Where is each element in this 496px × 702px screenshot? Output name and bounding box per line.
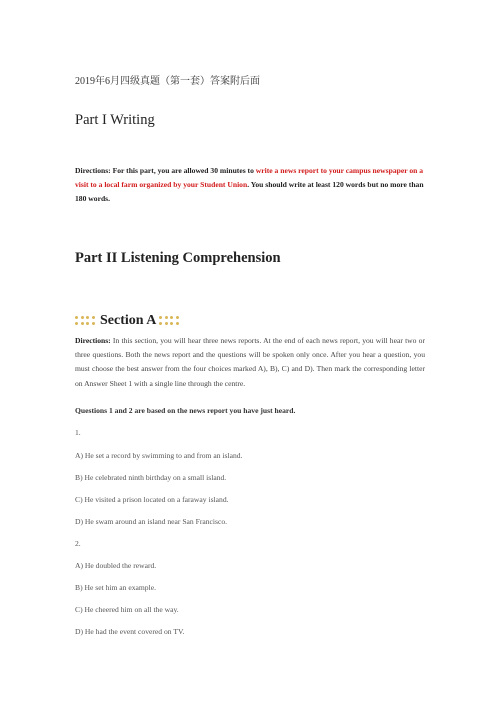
decorative-dots-icon xyxy=(159,314,181,328)
section-a-title: Section A xyxy=(100,313,157,328)
part1-title: Part I Writing xyxy=(75,112,155,128)
part1-directions-text1: For this part, you are allowed 30 minutes to xyxy=(110,166,256,175)
answer-option: B) He set him an example. xyxy=(75,583,156,592)
part1-directions-highlight: write a news report to your campus newspaper on a visit to a local farm organized by your Student Union xyxy=(75,166,424,189)
document-header: 2019年6月四级真题（第一套）答案附后面 xyxy=(75,76,260,87)
answer-option: B) He celebrated ninth birthday on a small island. xyxy=(75,473,227,482)
section-a-directions-label: Directions: xyxy=(75,336,111,345)
decorative-dots-icon xyxy=(75,314,97,328)
section-a-directions xyxy=(75,334,425,391)
answer-option: C) He cheered him on all the way. xyxy=(75,605,179,614)
answer-option: D) He swam around an island near San Francisco. xyxy=(75,517,228,526)
section-a-heading xyxy=(75,313,181,329)
part1-directions xyxy=(75,164,425,206)
question-number: 1. xyxy=(75,428,81,437)
answer-option: D) He had the event covered on TV. xyxy=(75,627,185,636)
answer-option: A) He doubled the reward. xyxy=(75,561,157,570)
part1-directions-label: Directions: xyxy=(75,166,111,175)
question-number: 2. xyxy=(75,539,81,548)
answer-option: C) He visited a prison located on a faraway island. xyxy=(75,495,229,504)
question-group-heading: Questions 1 and 2 are based on the news report you have just heard. xyxy=(75,406,296,415)
section-a-directions-text: In this section, you will hear three news reports. At the end of each news report, you will hear two or three questions. Both the news report and the questions will be spoken only once. After you hear a question, you must choose the best answer from the four choices marked A), B), C) and D). Then mark the corresponding letter on Answer Sheet 1 with a single line through the centre. xyxy=(75,336,425,388)
answer-option: A) He set a record by swimming to and from an island. xyxy=(75,451,243,460)
part1-directions-text2: . You should write at least 120 words but no more than 180 words. xyxy=(75,180,424,203)
part2-title: Part II Listening Comprehension xyxy=(75,250,281,266)
